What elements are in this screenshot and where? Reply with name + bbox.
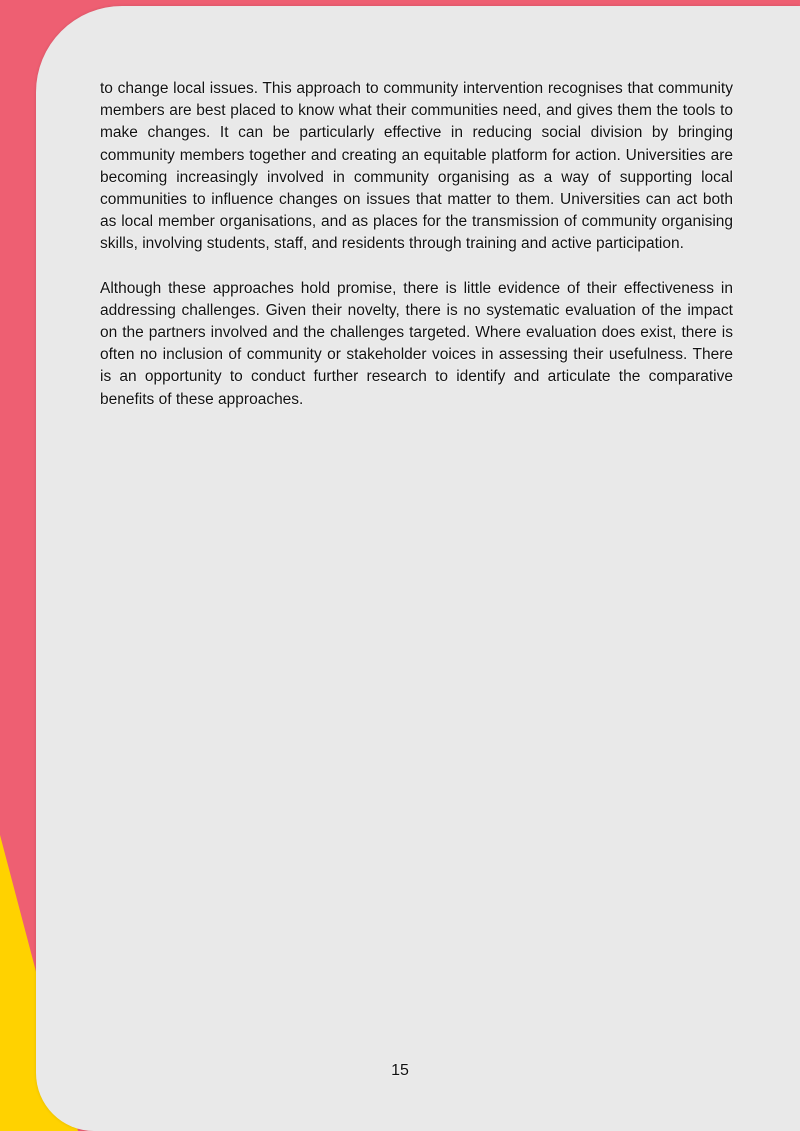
body-text [100,78,733,433]
paragraph: Although these approaches hold promise, there is little evidence of their effectiveness in addressing challenges. Given their novelty, there is no systematic evaluation of the impact on the partners involved and the challenges targeted. Where evaluation does exist, there is often no inclusion of community or stakeholder voices in assessing their usefulness. There is an opportunity to conduct further research to identify and articulate the comparative benefits of these approaches. [100,279,733,408]
paragraph: to change local issues. This approach to community intervention recognises that community members are best placed to know what their communities need, and gives them the tools to make changes. It can be particularly effective in reducing social division by bringing community members together and creating an equitable platform for action. Universities are becoming increasingly involved in community organising as a way of supporting local communities to influence changes on issues that matter to them. Universities can act both as local member organisations, and as places for the transmission of community organising skills, involving students, staff, and residents through training and active participation. [100,80,733,253]
page-number: 15 [391,1062,409,1079]
